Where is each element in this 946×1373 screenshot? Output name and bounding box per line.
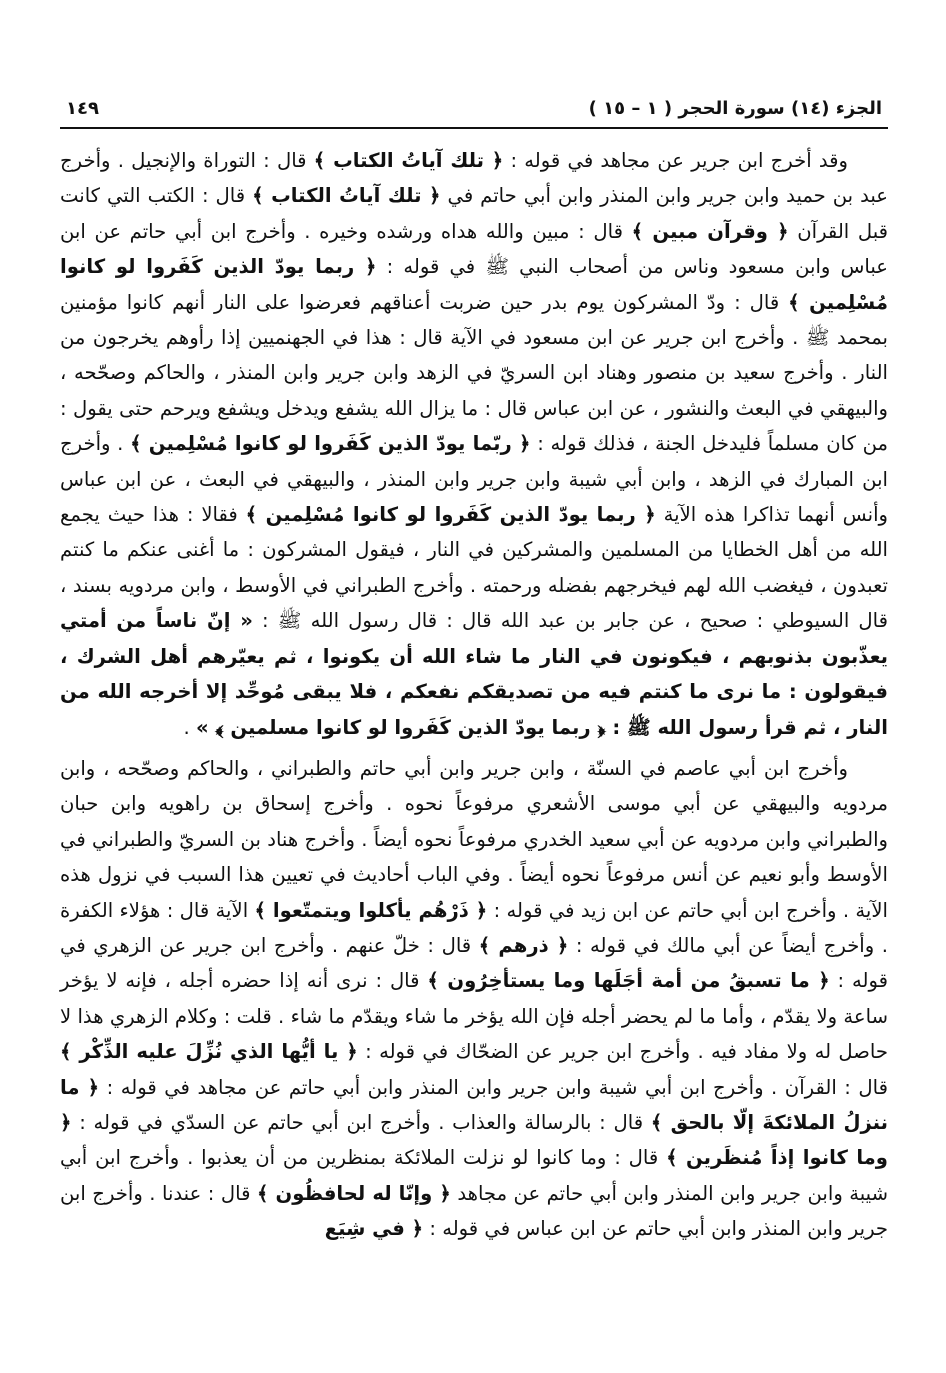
quran-quote: ﴿ ما تسبقُ من أمة أجَلَها وما يستأخِرُون ﴾ (427, 969, 830, 993)
body-text: قال : وما كانوا لو نزلت الملائكة بمنظرين من أن يعذبوا . وأخرج ابن أبي شيبة وابن جرير وابن المنذر وابن أبي حاتم عن مجاهد (60, 1146, 889, 1205)
body-text: قال : خلّ عنهم . وأخرج ابن جرير عن الزهري في قوله : (60, 933, 888, 993)
page (60, 98, 888, 1247)
body-text: قال : نرى أنه إذا حضره أجله ، فإنه لا يؤخر ساعة ولا يقدّم ، وأما ما لم يحضر أجله فإن الله يؤخر ما شاء ويقدّم ما شاء . قلت : وكلام الزهري هذا لا حاصل له ولا مفاد فيه . وأخرج ابن جرير عن الضحّاك في قوله : (60, 969, 888, 1064)
quran-quote: ﴿ ذرهم ﴾ (478, 933, 569, 957)
page-number: ١٤٩ (66, 98, 99, 119)
body-text: . (183, 715, 196, 739)
body-text: الآية قال : هؤلاء الكفرة . وأخرج أيضاً عن أبي مالك في قوله : (60, 898, 889, 957)
quran-quote: ﴿ ما ننزلُ الملائكةَ إلّا بالحق ﴾ (60, 1075, 888, 1134)
quran-quote: ﴿ ربما يودّ الذين كَفَروا لو كانوا مُسْلِمين ﴾ (60, 255, 888, 314)
body-text: . وأخرج ابن المبارك في الزهد ، وابن أبي شيبة وابن جرير وابن المنذر ، والبيهقي في البعث ، عن ابن عباس وأنس أنهما تذاكرا هذه الآية (60, 432, 888, 527)
body-text: وقد أخرج ابن جرير عن مجاهد في قوله : (503, 149, 848, 172)
quran-quote: ﴿ تلك آياتُ الكتاب ﴾ (252, 184, 441, 208)
quran-quote: ﴿ يا أيُّها الذي نُزِّلَ عليه الذِّكْر ﴾ (60, 1040, 358, 1064)
body-text: قال : التوراة والإنجيل . وأخرج عبد بن حميد وابن جرير وابن المنذر وابن أبي حاتم في (60, 149, 888, 208)
quran-quote: ﴿ تلك آياتُ الكتاب ﴾ (313, 149, 504, 172)
quran-quote: ﴿ ربما يودّ الذين كَفَروا لو كانوا مُسْلِمين ﴾ (245, 503, 656, 527)
quran-quote: ﴿ ربما يودّ الذين كَفَروا لو كانوا مسلمين ﴾ » (195, 715, 606, 739)
quran-quote: ﴿ ذَرْهُم يأكلوا ويتمتّعوا ﴾ (254, 898, 488, 922)
header-rule (60, 127, 888, 129)
running-header (60, 98, 888, 123)
body-text: وأخرج ابن أبي عاصم في السنّة ، وابن جرير وابن أبي حاتم والطبراني ، والحاكم وصحّحه ، وابن مردويه والبيهقي عن أبي موسى الأشعري مرفوعاً نحوه . وأخرج إسحاق بن راهويه وابن حبان والطبراني وابن مردويه عن أبي سعيد الخدري مرفوعاً نحوه أيضاً . وأخرج هناد بن السريّ والطبراني في الأوسط وأبو نعيم عن أنس مرفوعاً نحوه أيضاً . وفي الباب أحاديث في تعيين هذا السبب في نزول هذه الآية . وأخرج ابن أبي حاتم عن ابن زيد في قوله : (60, 756, 888, 922)
quran-quote: ﴿ في شِيَع (324, 1217, 424, 1241)
paragraph-1 (60, 143, 888, 745)
running-title: الجزء (١٤) سورة الحجر ( ١ – ١٥ ) (588, 98, 882, 119)
body-text: قال : ودّ المشركون يوم بدر حين ضربت أعناقهم فعرضوا على النار أنهم كانوا مؤمنين بمحمد ﷺ . وأخرج ابن جرير عن ابن مسعود في الآية قال : هذا في الجهنميين إذا رأوهم يخرجون من النار . وأخرج سعيد بن منصور وهناد ابن السريّ في الزهد وابن جرير وابن المنذر ، والحاكم وصحّحه ، والبيهقي في البعث والنشور ، عن ابن عباس قال : ما يزال الله يشفع ويدخل ويشفع ويرحم حتى يقول : من كان مسلماً فليدخل الجنة ، فذلك قوله : (60, 290, 888, 456)
body-text: قال : الكتب التي كانت قبل القرآن (60, 184, 889, 243)
body-text: قال : مبين والله هداه ورشده وخيره . وأخرج ابن أبي حاتم عن ابن عباس وابن مسعود وناس من أصحاب النبي ﷺ في قوله : (60, 219, 888, 279)
quran-quote: ﴿ ربّما يودّ الذين كَفَروا لو كانوا مُسْلِمين ﴾ (130, 432, 531, 456)
body-text: فقالا : هذا حيث يجمع الله من أهل الخطايا من المسلمين والمشركين في النار ، فيقول المشركون : ما أغنى عنكم ما كنتم تعبدون ، فيغضب الله لهم فيخرجهم بفضله ورحمته . وأخرج الطبراني في الأوسط ، وابن مردويه بسند ، قال السيوطي : صحيح ، عن جابر بن عبد الله قال : قال رسول الله ﷺ : (60, 503, 889, 633)
quran-quote: ﴿ وما كانوا إذاً مُنظَرين ﴾ (60, 1110, 888, 1170)
body-text: قال : القرآن . وأخرج ابن أبي شيبة وابن جرير وابن المنذر وابن أبي حاتم عن مجاهد في قوله : (99, 1075, 888, 1099)
quran-quote: ﴿ وقرآن مبين ﴾ (631, 219, 789, 243)
quran-quote: ﴿ وإنّا له لحافظُون ﴾ (256, 1181, 451, 1205)
hadith-text: « إنّ ناساً من أمتي يعذّبون بذنوبهم ، فيكونون في النار ما شاء الله أن يكونوا ، ثم يعيّرهم أهل الشرك ، فيقولون : ما نرى ما كنتم فيه من تصديقكم نفعكم ، فلا يبقى مُوحِّد إلا أخرجه الله من النار ، ثم قرأ رسول الله ﷺ : (60, 609, 888, 739)
paragraph-2 (60, 751, 888, 1247)
body-text: قال : بالرسالة والعذاب . وأخرج ابن أبي حاتم عن السدّي في قوله : (71, 1110, 651, 1134)
body-text: قال : عندنا . وأخرج ابن جرير وابن المنذر وابن أبي حاتم عن ابن عباس في قوله : (60, 1181, 888, 1241)
